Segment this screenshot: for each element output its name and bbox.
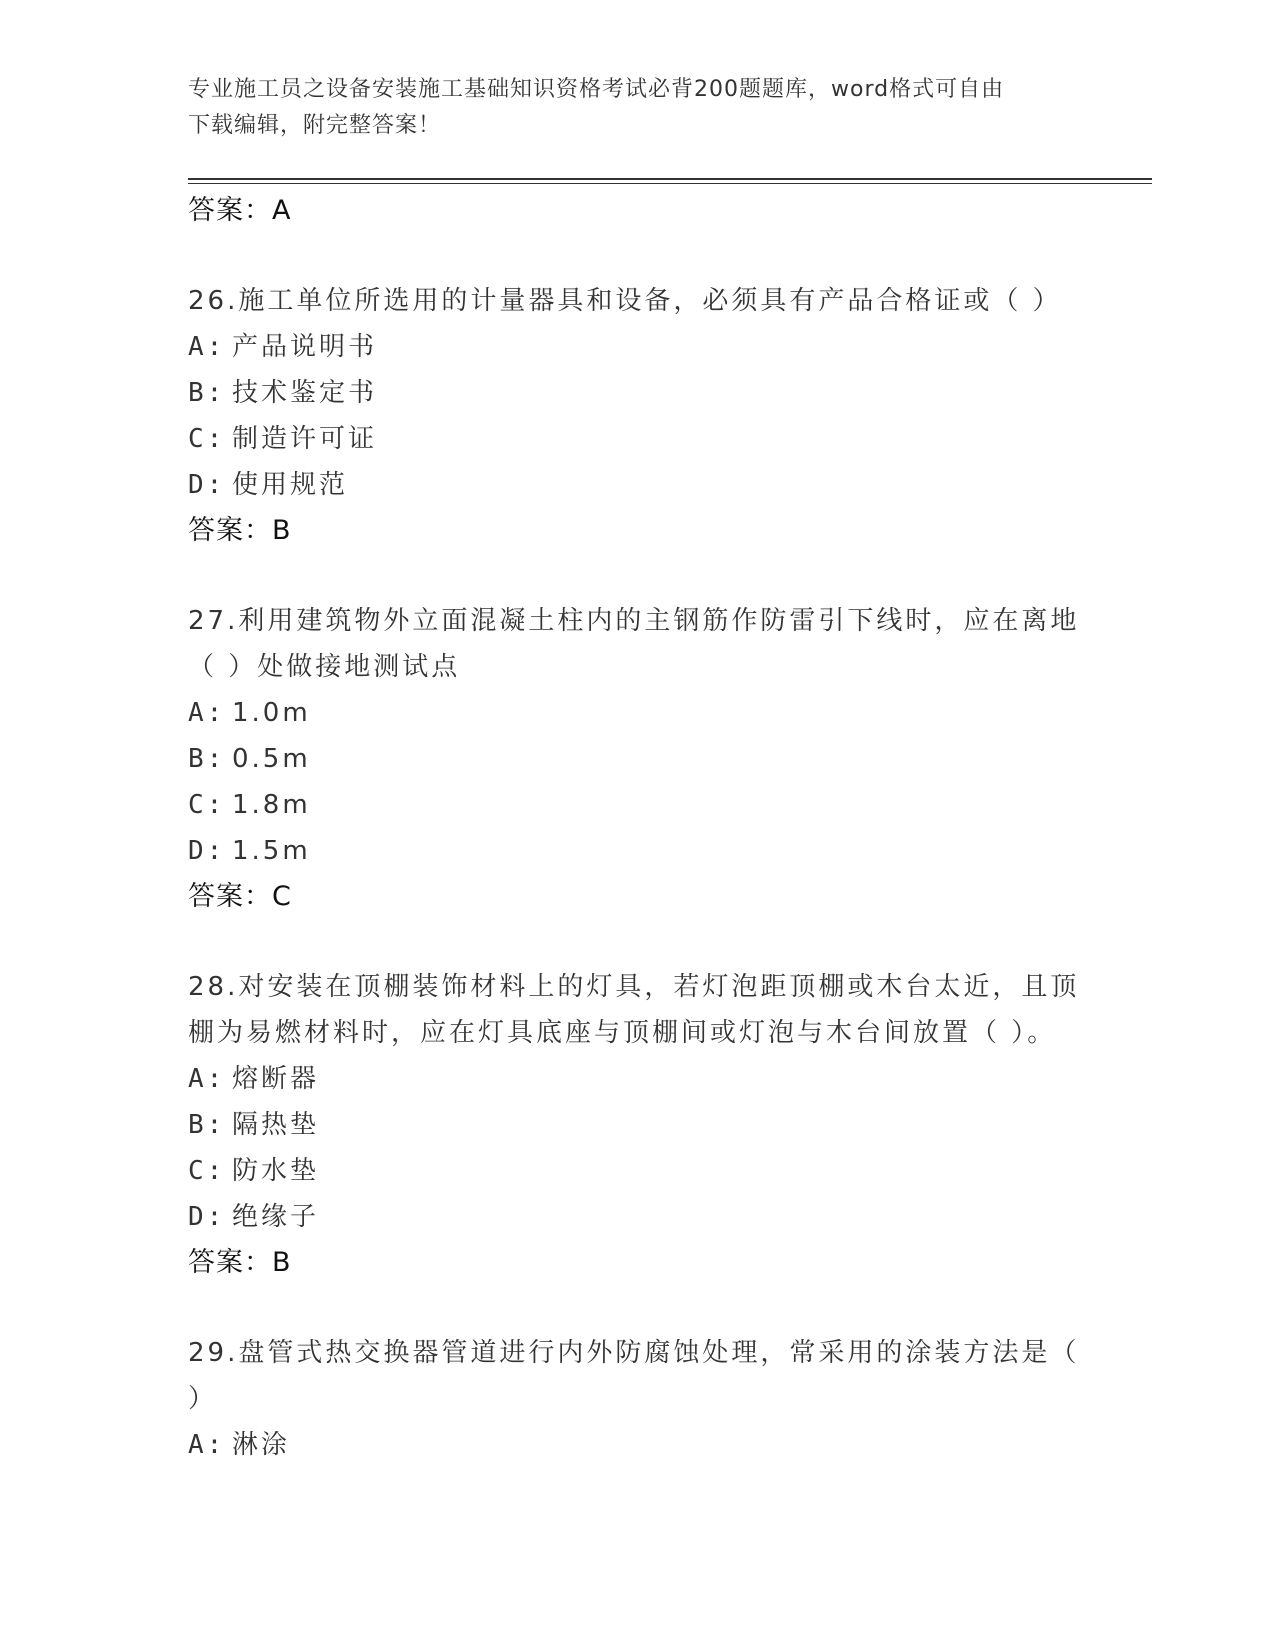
option-d: D: 使用规范 (188, 470, 349, 500)
option-c: C: 防水垫 (188, 1156, 320, 1186)
option-a: A: 产品说明书 (188, 332, 378, 362)
document-body (188, 188, 1088, 1468)
option-a: A: 淋涂 (188, 1430, 291, 1460)
header-line-2: 下载编辑，附完整答案！ (188, 113, 442, 138)
answer-line: 答案：A (188, 195, 292, 226)
option-b: B: 0.5m (188, 744, 311, 774)
question-block (188, 1330, 1088, 1468)
question-text-cont: （ ）处做接地测试点 (188, 652, 461, 682)
document-header (188, 72, 1068, 144)
header-divider-thin (188, 183, 1152, 184)
question-block (188, 598, 1088, 920)
question-text-cont: 棚为易燃材料时，应在灯具底座与顶棚间或灯泡与木台间放置（ ）。 (188, 1018, 1057, 1048)
answer-line: 答案：B (188, 515, 292, 546)
question-text: 29.盘管式热交换器管道进行内外防腐蚀处理，常采用的涂装方法是（ (188, 1338, 1080, 1368)
option-d: D: 1.5m (188, 836, 311, 866)
question-text: 27.利用建筑物外立面混凝土柱内的主钢筋作防雷引下线时，应在离地 (188, 606, 1080, 636)
question-text: 28.对安装在顶棚装饰材料上的灯具，若灯泡距顶棚或木台太近，且顶 (188, 972, 1080, 1002)
option-a: A: 熔断器 (188, 1064, 320, 1094)
question-text-cont: ） (188, 1384, 218, 1414)
option-a: A: 1.0m (188, 698, 311, 728)
option-c: C: 制造许可证 (188, 424, 378, 454)
header-divider (188, 178, 1152, 180)
question-block (188, 278, 1088, 554)
question-block (188, 964, 1088, 1286)
answer-line: 答案：B (188, 1247, 292, 1278)
option-b: B: 技术鉴定书 (188, 378, 378, 408)
header-line-1: 专业施工员之设备安装施工基础知识资格考试必背200题题库，word格式可自由 (188, 77, 1005, 102)
option-c: C: 1.8m (188, 790, 311, 820)
option-d: D: 绝缘子 (188, 1202, 320, 1232)
question-text: 26.施工单位所选用的计量器具和设备，必须具有产品合格证或（ ） (188, 286, 1062, 316)
answer-line: 答案：C (188, 881, 292, 912)
option-b: B: 隔热垫 (188, 1110, 320, 1140)
